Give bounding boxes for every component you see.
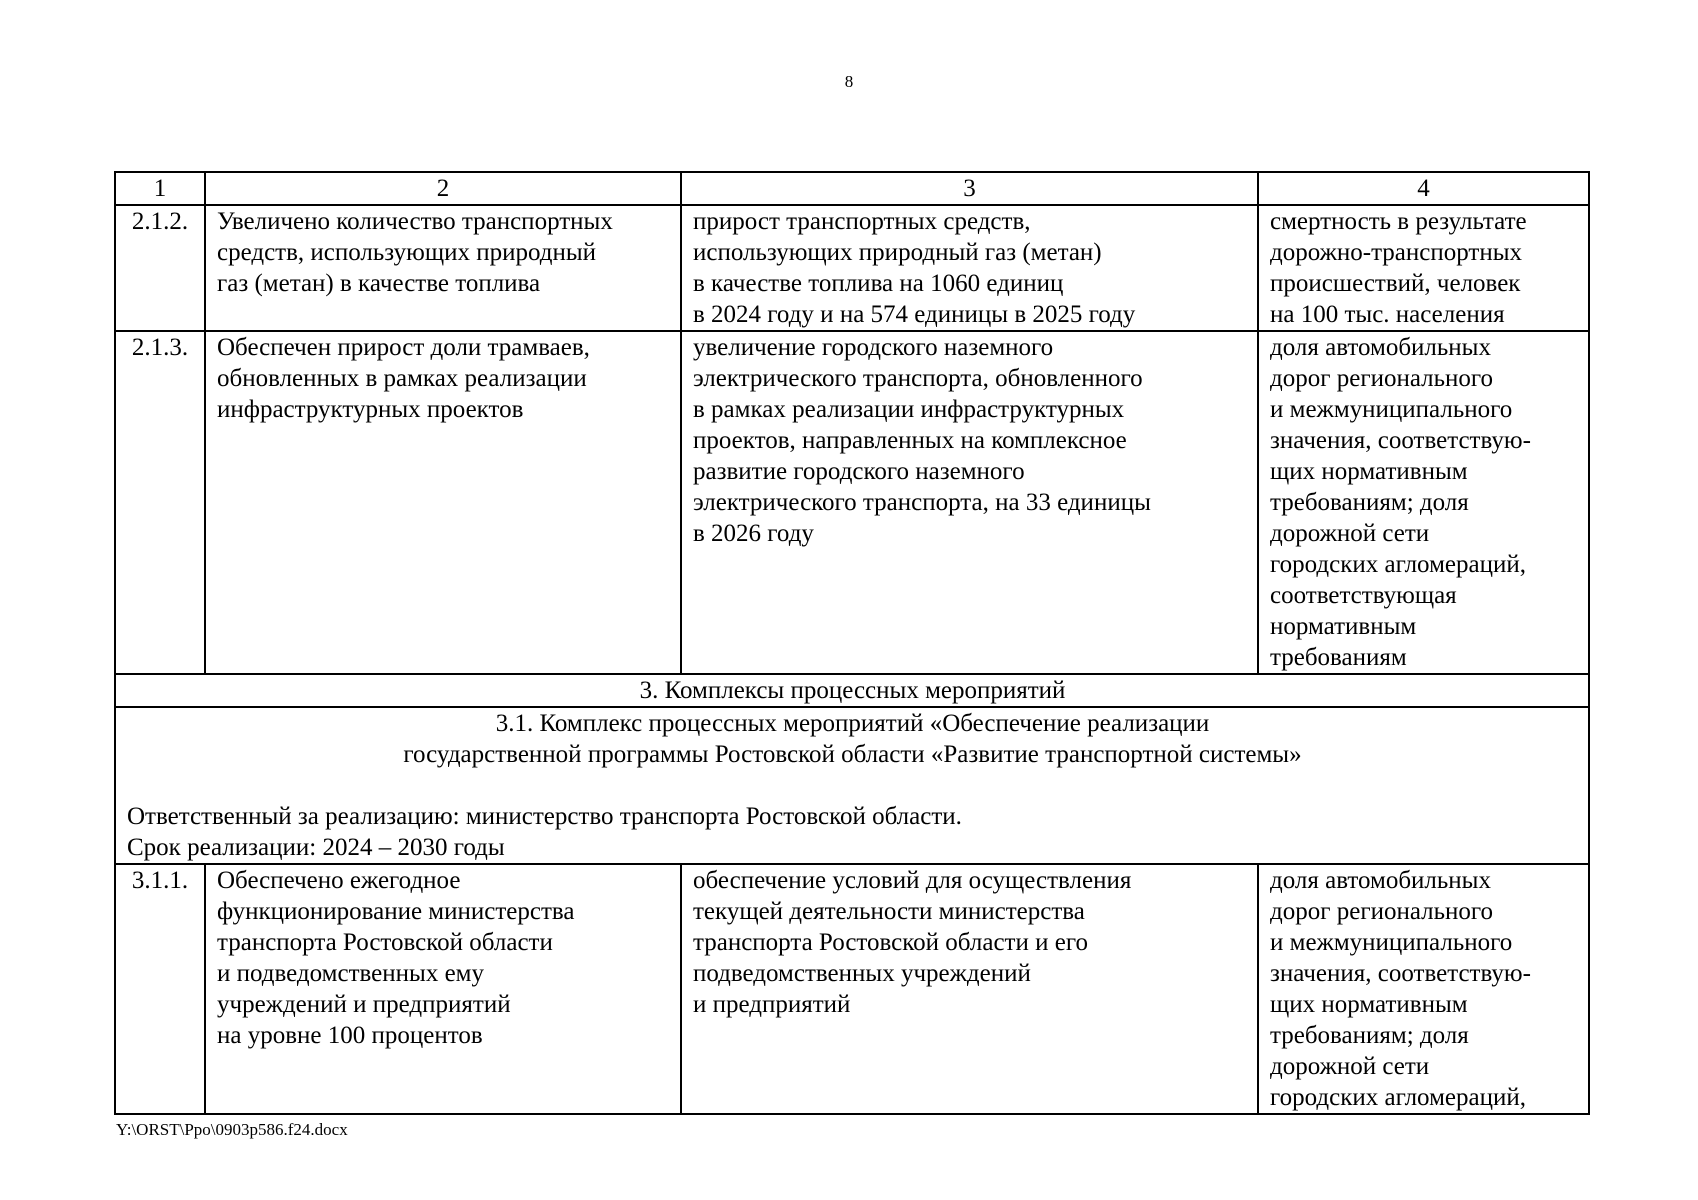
cell-line: доля автомобильных [1270,867,1491,894]
table-row [115,331,1589,674]
cell-line: на 100 тыс. населения [1270,301,1505,328]
subsection-row [115,707,1589,864]
cell-line: и подведомственных ему [217,960,484,987]
cell-line: дорог регионального [1270,898,1494,925]
cell-line: текущей деятельности министерства [693,898,1085,925]
cell-line: значения, соответствую- [1270,960,1531,987]
cell-line: развитие городского наземного [693,458,1025,485]
cell-line: щих нормативным [1270,458,1468,485]
cell-line: требованиям [1270,644,1407,671]
column-header: 3 [681,172,1258,205]
effect-cell [681,331,1258,674]
cell-line: на уровне 100 процентов [217,1022,483,1049]
cell-line: в 2026 году [693,520,814,547]
term-line: Срок реализации: 2024 – 2030 годы [127,834,505,861]
cell-line: в качестве топлива на 1060 единиц [693,270,1064,297]
responsible-line: Ответственный за реализацию: министерство транспорта Ростовской области. [127,803,962,830]
effect-cell [681,205,1258,331]
cell-line: подведомственных учреждений [693,960,1031,987]
cell-line: соответствующая [1270,582,1457,609]
measures-table [114,171,1590,1115]
cell-line: и межмуниципального [1270,396,1513,423]
page-number: 8 [844,72,854,91]
indicator-cell [1258,205,1589,331]
cell-line: дорог регионального [1270,365,1494,392]
cell-line: обеспечение условий для осуществления [693,867,1132,894]
indicator-cell [1258,864,1589,1114]
row-number: 2.1.3. [115,331,205,674]
cell-line: смертность в результате [1270,208,1527,235]
cell-line: требованиям; доля [1270,1022,1469,1049]
task-cell [205,205,681,331]
subsection-title-line: 3.1. Комплекс процессных мероприятий «Обеспечение реализации [495,710,1210,737]
cell-line: дорожной сети [1270,520,1430,547]
section-title: 3. Комплексы процессных мероприятий [115,674,1589,707]
cell-line: происшествий, человек [1270,270,1521,297]
cell-line: и предприятий [693,991,851,1018]
indicator-cell [1258,331,1589,674]
cell-line: учреждений и предприятий [217,991,511,1018]
cell-line: городских агломераций, [1270,551,1526,578]
cell-line: функционирование министерства [217,898,575,925]
cell-line: Обеспечено ежегодное [217,867,461,894]
cell-line: Увеличено количество транспортных [217,208,613,235]
section-row [115,674,1589,707]
effect-cell [681,864,1258,1114]
cell-line: транспорта Ростовской области [217,929,553,956]
blank-line [127,770,1578,801]
cell-line: и межмуниципального [1270,929,1513,956]
cell-line: газ (метан) в качестве топлива [217,270,541,297]
task-cell [205,864,681,1114]
column-header: 2 [205,172,681,205]
table-row [115,205,1589,331]
column-header: 1 [115,172,205,205]
cell-line: дорожно-транспортных [1270,239,1523,266]
cell-line: средств, использующих природный [217,239,597,266]
subsection-title-line: государственной программы Ростовской области «Развитие транспортной системы» [403,741,1302,768]
cell-line: увеличение городского наземного [693,334,1054,361]
cell-line: в рамках реализации инфраструктурных [693,396,1125,423]
cell-line: Обеспечен прирост доли трамваев, [217,334,590,361]
cell-line: дорожной сети [1270,1053,1430,1080]
cell-line: доля автомобильных [1270,334,1491,361]
cell-line: электрического транспорта, на 33 единицы [693,489,1151,516]
cell-line: проектов, направленных на комплексное [693,427,1127,454]
cell-line: нормативным [1270,613,1417,640]
cell-line: обновленных в рамках реализации [217,365,587,392]
row-number: 2.1.2. [115,205,205,331]
task-cell [205,331,681,674]
cell-line: электрического транспорта, обновленного [693,365,1143,392]
cell-line: значения, соответствую- [1270,427,1531,454]
cell-line: прирост транспортных средств, [693,208,1031,235]
cell-line: транспорта Ростовской области и его [693,929,1088,956]
cell-line: в 2024 году и на 574 единицы в 2025 году [693,301,1136,328]
cell-line: щих нормативным [1270,991,1468,1018]
table-row [115,864,1589,1114]
row-number: 3.1.1. [115,864,205,1114]
cell-line: использующих природный газ (метан) [693,239,1102,266]
cell-line: инфраструктурных проектов [217,396,524,423]
column-header: 4 [1258,172,1589,205]
footer-file-path: Y:\ORST\Ppo\0903p586.f24.docx [116,1120,348,1139]
table-header-row [115,172,1589,205]
subsection-cell [115,707,1589,864]
cell-line: требованиям; доля [1270,489,1469,516]
cell-line: городских агломераций, [1270,1084,1526,1111]
